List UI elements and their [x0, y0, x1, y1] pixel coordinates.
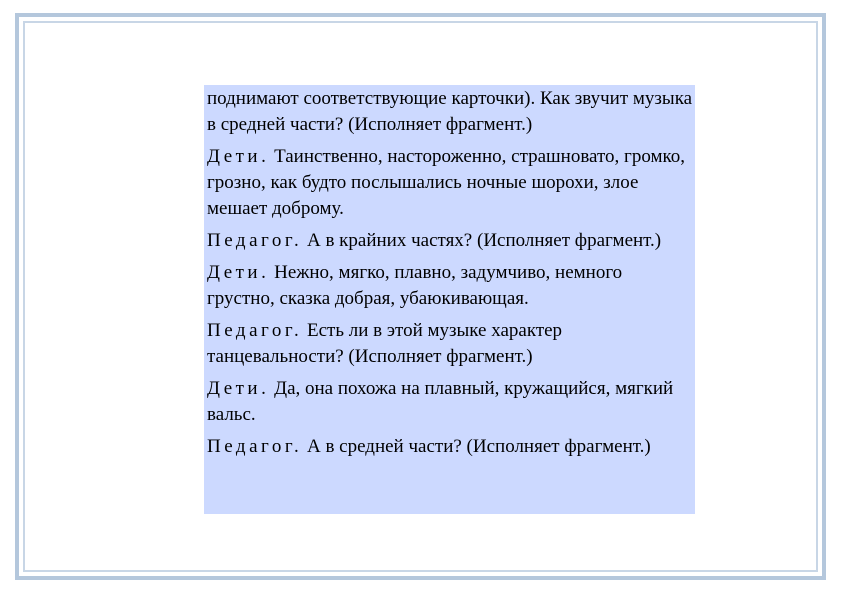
paragraph: [207, 228, 693, 254]
paragraph-text: Да, она похожа на плавный, кружащийся, мягкий вальс.: [207, 378, 674, 425]
paragraph: [207, 144, 693, 222]
paragraph-text: Нежно, мягко, плавно, задумчиво, немного грустно, сказка добрая, убаюкивающая.: [207, 262, 623, 309]
paragraph: [207, 260, 693, 312]
speaker-name: Дети.: [207, 146, 270, 167]
paragraph-text: поднимают соответствующие карточки). Как звучит музыка в средней части? (Исполняет фрагмент.): [207, 88, 693, 135]
paragraph-text: Таинственно, настороженно, страшновато, громко, грозно, как будто послышались ночные шорохи, злое мешает доброму.: [207, 146, 686, 219]
paragraph: [207, 86, 693, 138]
paragraph-text: А в крайних частях? (Исполняет фрагмент.): [306, 230, 662, 251]
speaker-name: Дети.: [207, 262, 270, 283]
paragraph: [207, 376, 693, 428]
speaker-name: Педагог.: [207, 436, 303, 457]
paragraph-text: А в средней части? (Исполняет фрагмент.): [306, 436, 651, 457]
speaker-name: Педагог.: [207, 230, 303, 251]
speaker-name: Дети.: [207, 378, 270, 399]
dialogue-text-block: [204, 85, 695, 514]
speaker-name: Педагог.: [207, 320, 303, 341]
paragraph-text: Есть ли в этой музыке характер танцевальности? (Исполняет фрагмент.): [207, 320, 563, 367]
paragraph: [207, 318, 693, 370]
paragraph: [207, 434, 693, 460]
